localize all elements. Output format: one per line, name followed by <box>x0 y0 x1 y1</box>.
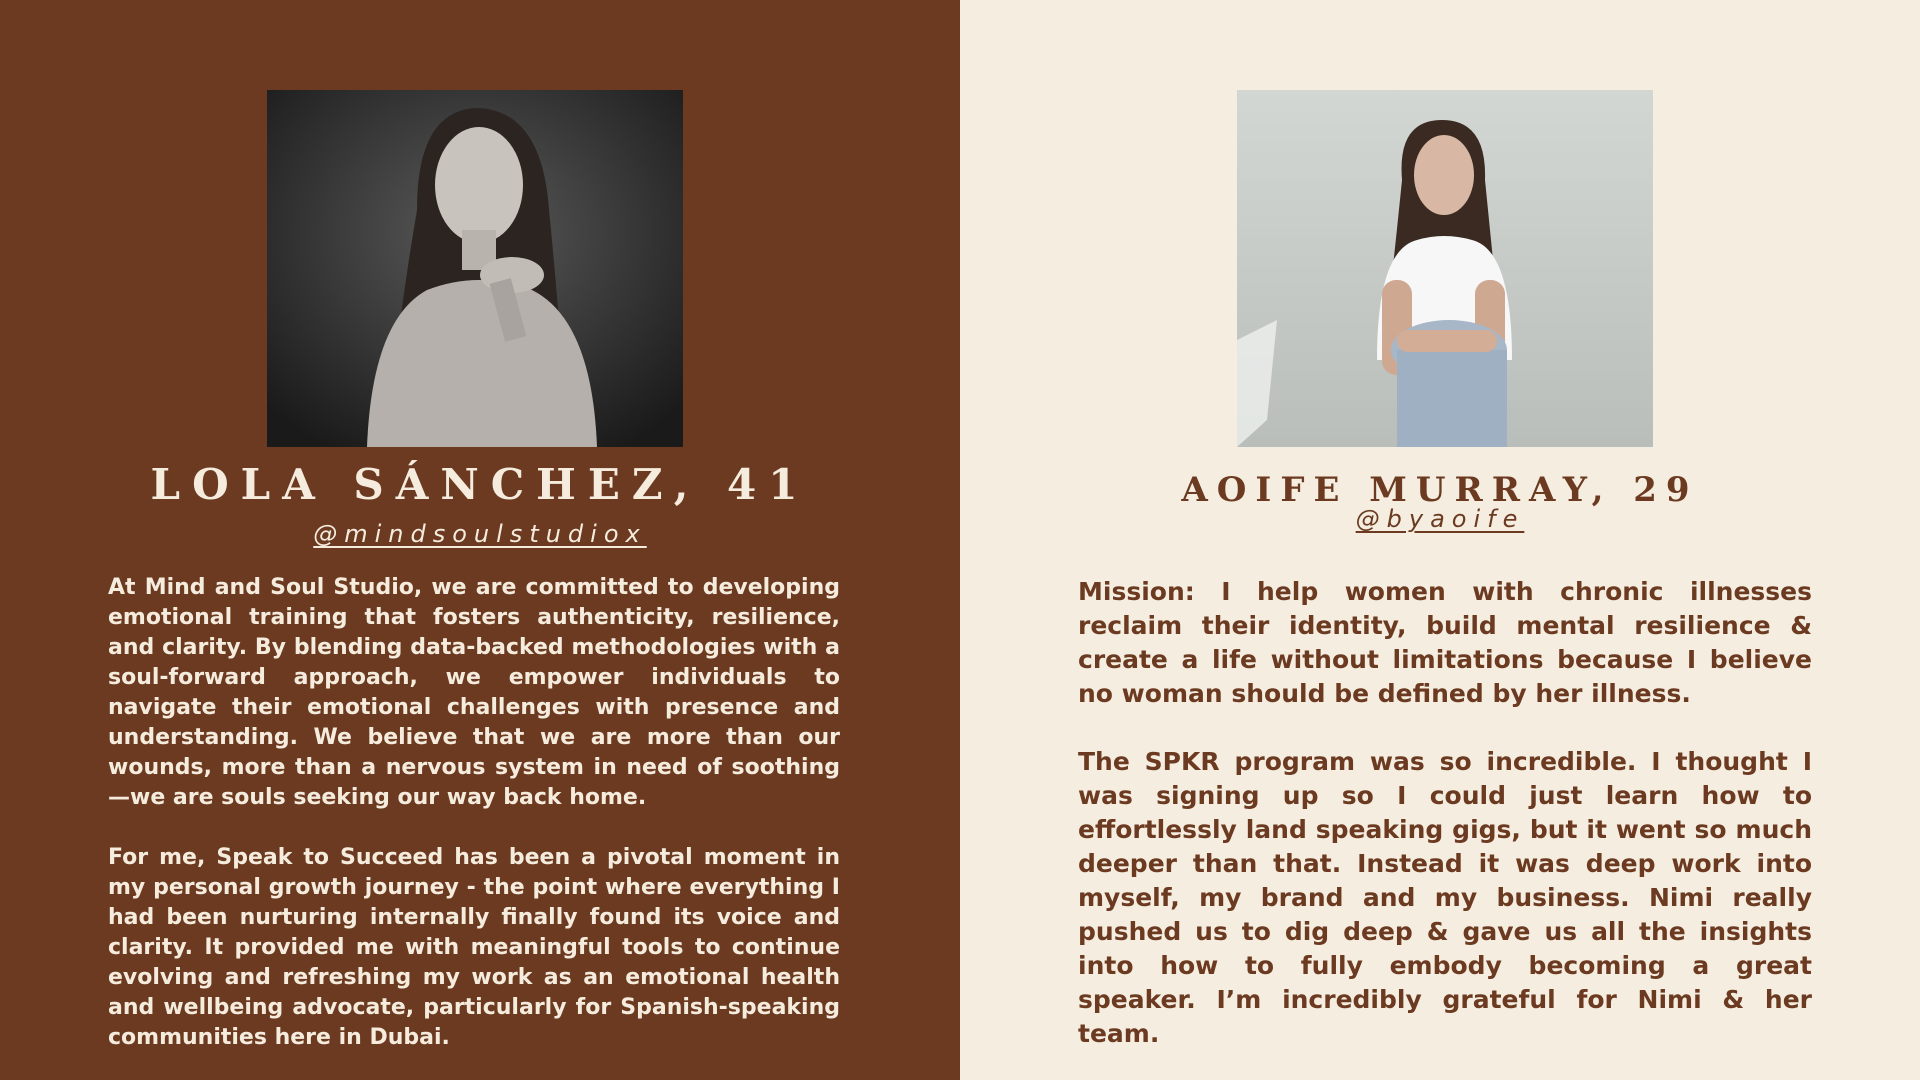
testimonial-paragraph: At Mind and Soul Studio, we are committed to developing emotional training that fosters authenticity, resilience, and clarity. By blending data-backed methodologies with a soul-forward approach, we empower individuals to navigate their emotional challenges with presence and understanding. We believe that we are more than our wounds, more than a nervous system in need of soothing—we are souls seeking our way back home. <box>108 575 840 810</box>
portrait-photo-aoife <box>1237 90 1653 447</box>
testimonial-paragraph: Mission: I help women with chronic illnesses reclaim their identity, build mental resilience & create a life without limitations because I believe no woman should be defined by her illness. <box>1078 577 1812 708</box>
portrait-photo-lola <box>267 90 683 447</box>
testimonial-paragraph: For me, Speak to Succeed has been a pivotal moment in my personal growth journey - the point where everything I had been nurturing internally finally found its voice and clarity. It provided me with meaningful tools to continue evolving and refreshing my work as an emotional health and wellbeing advocate, particularly for Spanish-speaking communities here in Dubai. <box>108 845 840 1050</box>
testimonial-paragraph: The SPKR program was so incredible. I thought I was signing up so I could just learn how to effortlessly land speaking gigs, but it went so much deeper than that. Instead it was deep work into myself, my brand and my business. Nimi really pushed us to dig deep & gave us all the insights into how to fully embody becoming a great speaker. I’m incredibly grateful for Nimi & her team. <box>1078 747 1812 1048</box>
social-handle-link-lola[interactable]: @mindsoulstudiox <box>313 520 647 548</box>
social-handle-link-aoife[interactable]: @byaoife <box>1355 505 1525 533</box>
person-name-aoife: AOIFE MURRAY, 29 <box>1181 470 1699 510</box>
testimonial-text-aoife <box>1078 575 1812 1085</box>
testimonial-left-panel <box>0 0 960 1080</box>
person-name-lola: LOLA SÁNCHEZ, 41 <box>150 460 810 509</box>
testimonial-right-panel <box>960 0 1920 1080</box>
testimonial-text-lola <box>108 573 840 1083</box>
portrait-lola-illustration <box>267 90 683 447</box>
portrait-aoife-illustration <box>1237 90 1653 447</box>
